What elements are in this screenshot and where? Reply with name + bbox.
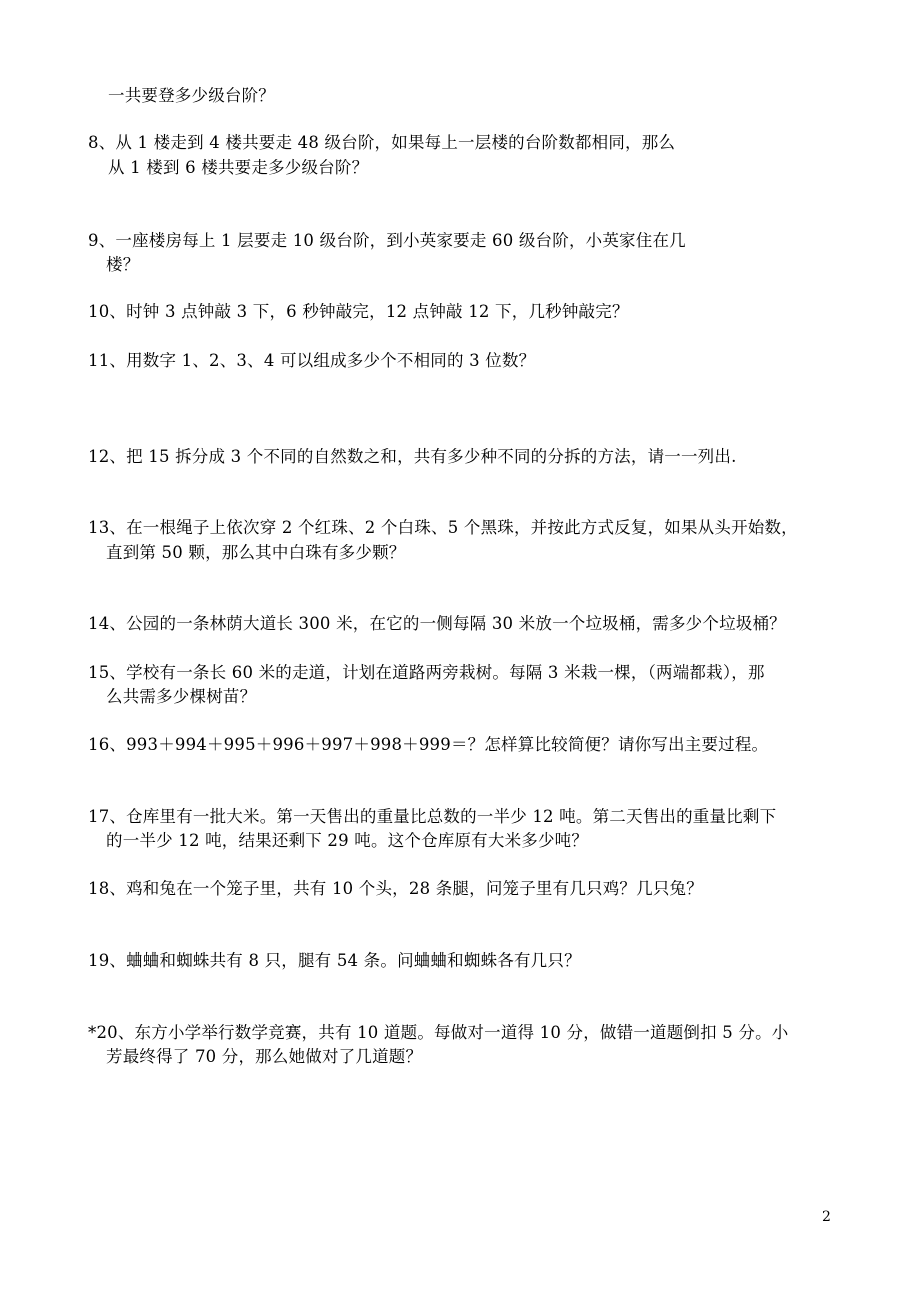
question-13-line-2: 直到第 50 颗，那么其中白珠有多少颗？	[106, 543, 406, 562]
question-14: 14、公园的一条林荫大道长 300 米，在它的一侧每隔 30 米放一个垃圾桶，需多少个垃圾桶？	[88, 614, 786, 633]
question-18: 18、鸡和兔在一个笼子里，共有 10 个头，28 条腿，问笼子里有几只鸡？几只兔？	[88, 879, 703, 898]
question-15-line-2: 么共需多少棵树苗？	[106, 687, 257, 706]
text-line-q7-continuation: 一共要登多少级台阶？	[108, 86, 275, 105]
question-12: 12、把 15 拆分成 3 个不同的自然数之和，共有多少种不同的分拆的方法，请一一列出.	[88, 447, 737, 466]
page-number: 2	[822, 1209, 831, 1225]
question-8-line-2: 从 1 楼到 6 楼共要走多少级台阶？	[108, 158, 369, 177]
question-8-line-1: 8、从 1 楼走到 4 楼共要走 48 级台阶，如果每上一层楼的台阶数都相同，那么	[88, 133, 676, 152]
question-17-line-2: 的一半少 12 吨，结果还剩下 29 吨。这个仓库原有大米多少吨？	[106, 831, 589, 850]
question-20-line-1: *20、东方小学举行数学竞赛，共有 10 道题。每做对一道得 10 分，做错一道题倒扣 5 分。小	[88, 1023, 789, 1042]
question-16: 16、993＋994＋995＋996＋997＋998＋999＝？怎样算比较简便？请你写出主要过程。	[88, 735, 769, 754]
question-17-line-1: 17、仓库里有一批大米。第一天售出的重量比总数的一半少 12 吨。第二天售出的重量比剩下	[88, 807, 777, 826]
question-15-line-1: 15、学校有一条长 60 米的走道，计划在道路两旁栽树。每隔 3 米栽一棵，（两端都栽），那	[88, 663, 765, 682]
question-9-line-1: 9、一座楼房每上 1 层要走 10 级台阶，到小英家要走 60 级台阶，小英家住在几	[88, 231, 686, 250]
question-10: 10、时钟 3 点钟敲 3 下，6 秒钟敲完，12 点钟敲 12 下，几秒钟敲完？	[88, 302, 629, 321]
question-13-line-1: 13、在一根绳子上依次穿 2 个红珠、2 个白珠、5 个黑珠，并按此方式反复，如果从头开始数，	[88, 518, 798, 537]
question-20-line-2: 芳最终得了 70 分，那么她做对了几道题？	[106, 1047, 423, 1066]
question-19: 19、蛐蛐和蜘蛛共有 8 只，腿有 54 条。问蛐蛐和蜘蛛各有几只？	[88, 951, 581, 970]
question-11: 11、用数字 1、2、3、4 可以组成多少个不相同的 3 位数？	[88, 351, 536, 370]
question-9-line-2: 楼？	[106, 255, 140, 274]
